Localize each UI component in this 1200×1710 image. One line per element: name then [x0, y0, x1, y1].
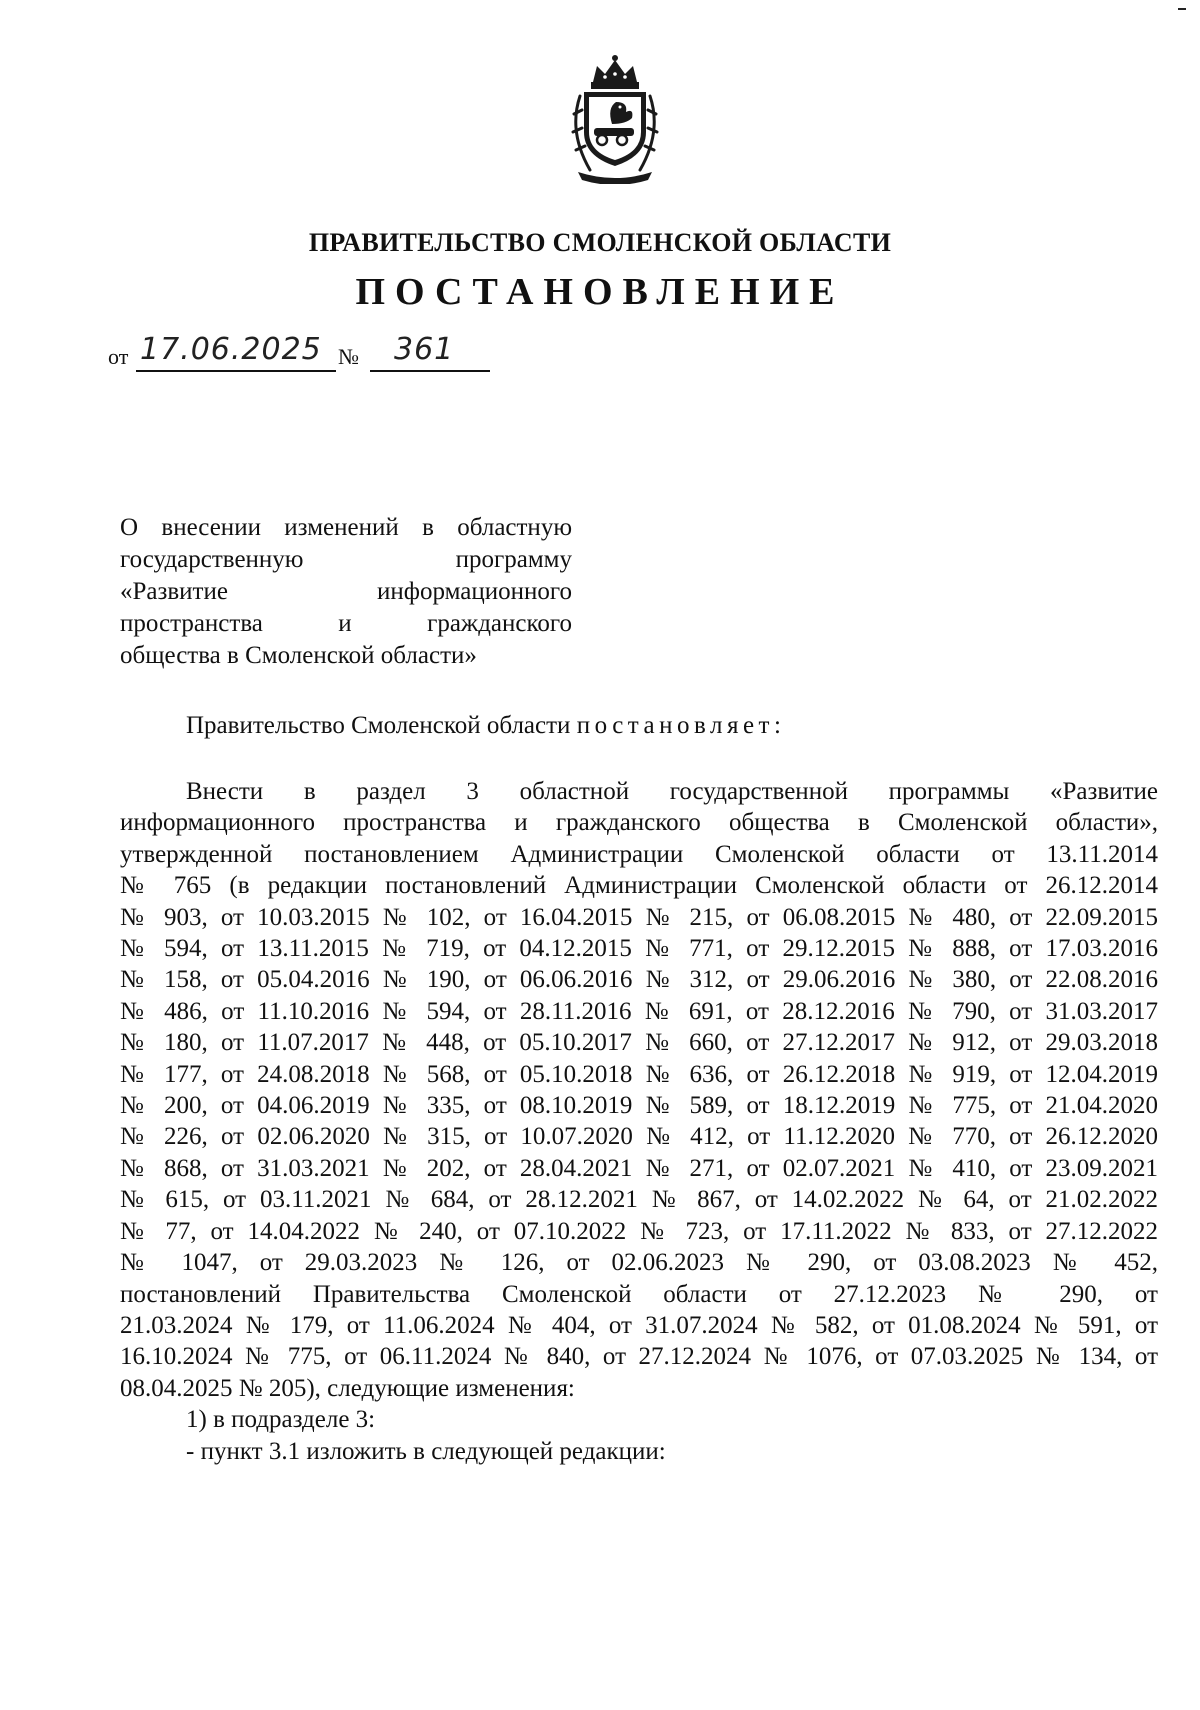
document-subject [120, 512, 572, 672]
corner-mark [1178, 8, 1186, 10]
subject-line: общества в Смоленской области» [120, 642, 477, 669]
list-item: 1) в подразделе 3: [186, 1406, 376, 1434]
body-line: информационного пространства и гражданского общества в Смоленской области», [120, 809, 1158, 837]
body-line: утвержденной постановлением Администрации Смоленской области от 13.11.2014 [120, 840, 1158, 868]
date-from-label: от [108, 344, 129, 369]
date-underline [136, 370, 336, 372]
body-line: № 180, от 11.07.2017 № 448, от 05.10.2017 № 660, от 27.12.2017 № 912, от 29.03.2018 [120, 1029, 1158, 1057]
handwritten-date: 17.06.2025 [140, 332, 322, 367]
body-line: Внести в раздел 3 областной государственной программы «Развитие [186, 778, 1158, 805]
body-line: № 903, от 10.03.2015 № 102, от 16.04.2015 № 215, от 06.08.2015 № 480, от 22.09.2015 [120, 903, 1158, 931]
list-subitem: - пункт 3.1 изложить в следующей редакции: [186, 1437, 666, 1465]
body-line: № 594, от 13.11.2015 № 719, от 04.12.2015 № 771, от 29.12.2015 № 888, от 17.03.2016 [120, 935, 1158, 963]
body-line: № 486, от 11.10.2016 № 594, от 28.11.2016 № 691, от 28.12.2016 № 790, от 31.03.2017 [120, 997, 1158, 1025]
body-text [120, 776, 1158, 1467]
dateline [108, 330, 548, 380]
body-line: № 615, от 03.11.2021 № 684, от 28.12.2021 № 867, от 14.02.2022 № 64, от 21.02.2022 [120, 1186, 1158, 1214]
body-line: № 1047, от 29.03.2023 № 126, от 02.06.2023 № 290, от 03.08.2023 № 452, [120, 1249, 1158, 1277]
body-line: 08.04.2025 № 205), следующие изменения: [120, 1374, 575, 1402]
body-line: № 200, от 04.06.2019 № 335, от 08.10.2019 № 589, от 18.12.2019 № 775, от 21.04.2020 [120, 1092, 1158, 1120]
preamble-decree-word: постановляет: [576, 712, 786, 739]
subject-line: пространства и гражданского [120, 610, 572, 637]
handwritten-number: 361 [394, 332, 455, 367]
number-underline [370, 370, 490, 372]
body-line: № 765 (в редакции постановлений Администрации Смоленской области от 26.12.2014 [120, 872, 1158, 900]
body-line: № 868, от 31.03.2021 № 202, от 28.04.2021 № 271, от 02.07.2021 № 410, от 23.09.2021 [120, 1154, 1158, 1182]
subject-line: О внесении изменений в областную [120, 514, 572, 541]
preamble [186, 710, 785, 742]
body-line: № 158, от 05.04.2016 № 190, от 06.06.2016 № 312, от 29.06.2016 № 380, от 22.08.2016 [120, 966, 1158, 994]
body-line: 21.03.2024 № 179, от 11.06.2024 № 404, от 31.07.2024 № 582, от 01.08.2024 № 591, от [120, 1311, 1158, 1339]
number-label: № [338, 344, 359, 369]
subject-line: государственную программу [120, 546, 572, 573]
document-type-title: ПОСТАНОВЛЕНИЕ [355, 271, 845, 313]
body-line: постановлений Правительства Смоленской области от 27.12.2023 № 290, от [120, 1280, 1158, 1308]
body-line: № 177, от 24.08.2018 № 568, от 05.10.2018 № 636, от 26.12.2018 № 919, от 12.04.2019 [120, 1060, 1158, 1088]
government-title: ПРАВИТЕЛЬСТВО СМОЛЕНСКОЙ ОБЛАСТИ [308, 228, 892, 257]
body-line: № 77, от 14.04.2022 № 240, от 07.10.2022 № 723, от 17.11.2022 № 833, от 27.12.2022 [120, 1217, 1158, 1245]
body-line: № 226, от 02.06.2020 № 315, от 10.07.2020 № 412, от 11.12.2020 № 770, от 26.12.2020 [120, 1123, 1158, 1151]
body-line: 16.10.2024 № 775, от 06.11.2024 № 840, от 27.12.2024 № 1076, от 07.03.2025 № 134, от [120, 1343, 1158, 1371]
subject-line: «Развитие информационного [120, 578, 572, 605]
coat-of-arms-icon [560, 52, 670, 184]
preamble-text: Правительство Смоленской области [186, 712, 577, 739]
